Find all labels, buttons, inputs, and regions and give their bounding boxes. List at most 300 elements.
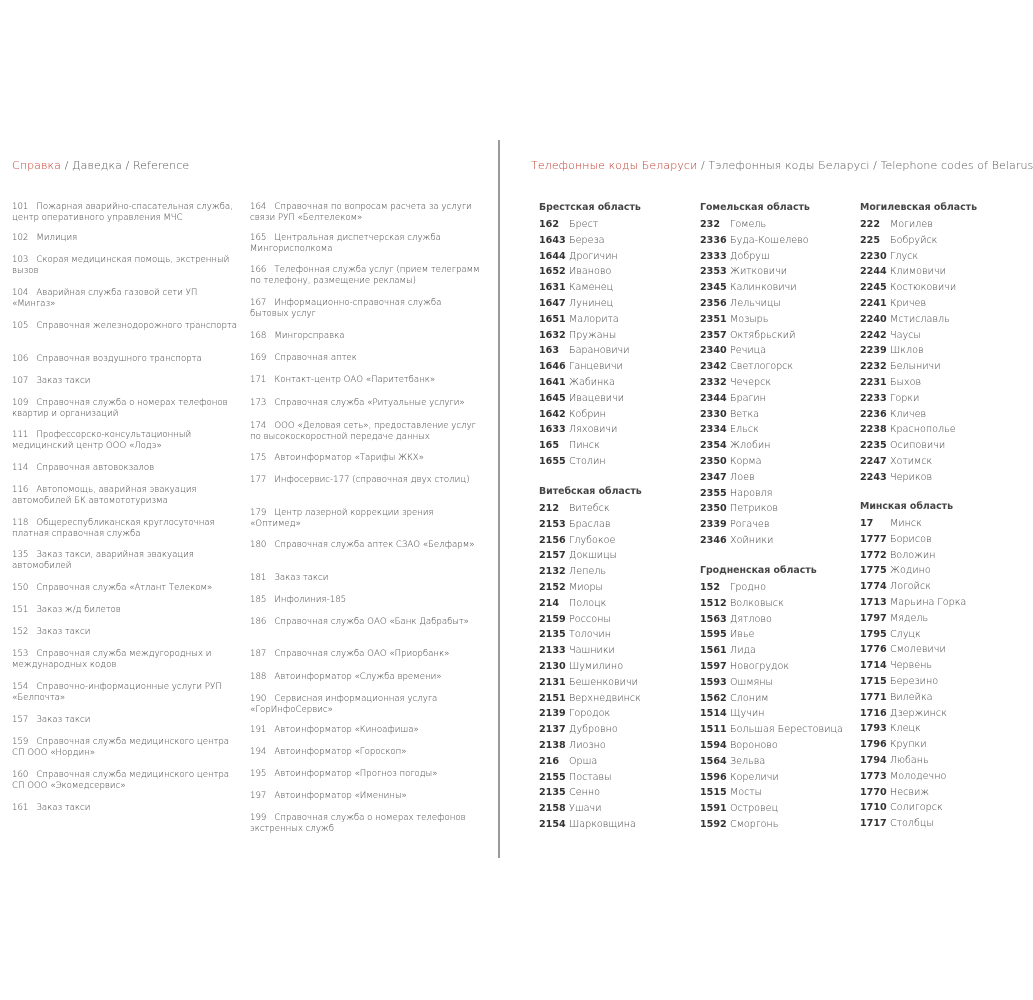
city-name: Глубокое — [569, 534, 616, 546]
dial-code: 1563 — [700, 613, 727, 625]
header-title-en: Telephone codes of Belarus — [880, 159, 1033, 172]
dial-code: 2334 — [700, 424, 727, 436]
reference-entry — [250, 694, 480, 716]
reference-description: Заказ ж/д билетов — [36, 605, 121, 615]
city-name: Большая Берестовица — [730, 724, 843, 736]
dial-code: 1561 — [700, 645, 727, 657]
reference-description: Телефонная служба услуг (прием телеграмм по телефону, размещение рекламы) — [250, 265, 480, 286]
reference-entry — [250, 540, 480, 551]
city-name: Мстиславль — [890, 313, 950, 325]
dial-code: 1655 — [539, 455, 566, 467]
phone-codes-header — [531, 159, 1033, 172]
reference-number: 153 — [12, 649, 29, 659]
dial-code: 2345 — [700, 282, 727, 294]
dial-code: 2232 — [860, 361, 887, 373]
city-name: Быхов — [890, 376, 922, 388]
code-row — [860, 328, 977, 344]
reference-entry — [250, 202, 480, 224]
city-name: Молодечно — [890, 770, 947, 782]
reference-description: Инфолиния-185 — [274, 595, 347, 605]
dial-code: 1651 — [539, 313, 566, 325]
dial-code: 1716 — [860, 707, 887, 719]
city-name: Любань — [890, 754, 929, 766]
dial-code: 2159 — [539, 613, 566, 625]
reference-entry — [12, 321, 242, 332]
reference-description: Скорая медицинская помощь, экстренный вызов — [12, 255, 230, 276]
dial-code: 2239 — [860, 345, 887, 357]
reference-entry — [12, 715, 242, 726]
region-title: Витебская область — [539, 486, 642, 497]
city-name: Борисов — [890, 533, 932, 545]
reference-number: 167 — [250, 298, 267, 308]
city-name: Брест — [569, 219, 599, 230]
dial-code: 2135 — [539, 787, 566, 799]
dial-code: 2344 — [700, 392, 727, 404]
code-row — [860, 690, 966, 706]
reference-number: 135 — [12, 550, 29, 560]
reference-description: Аварийная служба газовой сети УП «Мингаз» — [12, 288, 198, 309]
code-row — [700, 343, 810, 359]
page-divider — [498, 140, 500, 858]
reference-entry — [250, 298, 480, 320]
code-row — [860, 658, 966, 674]
dial-code: 2355 — [700, 487, 727, 499]
dial-code: 232 — [700, 219, 721, 230]
code-row — [539, 659, 642, 675]
dial-code: 1710 — [860, 802, 887, 814]
code-row — [700, 407, 810, 423]
reference-description: Справочная воздушного транспорта — [36, 354, 202, 364]
city-name: Петриков — [730, 503, 778, 515]
code-row — [860, 343, 977, 359]
code-row — [539, 612, 642, 628]
code-row — [539, 533, 642, 549]
reference-number: 111 — [12, 430, 29, 440]
city-name: Калинковичи — [730, 282, 797, 294]
code-row — [700, 675, 843, 691]
reference-description: Центр лазерной коррекции зрения «Оптимед» — [250, 508, 434, 529]
city-name: Иваново — [569, 266, 612, 278]
region-block — [539, 485, 642, 833]
dial-code: 1595 — [700, 629, 727, 641]
reference-number: 159 — [12, 737, 29, 747]
reference-entry — [250, 265, 480, 287]
reference-description: Заказ такси — [274, 573, 329, 583]
dial-code: 1631 — [539, 282, 566, 294]
code-row — [539, 738, 642, 754]
dial-code: 165 — [539, 440, 560, 452]
city-name: Ганцевичи — [569, 361, 623, 373]
header-title-by: Тэлефонныя коды Беларусі — [708, 159, 870, 172]
dial-code: 2336 — [700, 234, 727, 246]
code-row — [539, 438, 641, 454]
dial-code: 2241 — [860, 297, 887, 309]
city-name: Слуцк — [890, 628, 921, 640]
reference-description: Справочная служба аптек СЗАО «Белфарм» — [274, 540, 475, 550]
code-row — [860, 264, 977, 280]
header-separator: / — [697, 159, 709, 172]
header-separator: / — [61, 159, 73, 172]
code-row — [539, 801, 642, 817]
reference-number: 102 — [12, 233, 29, 243]
reference-number: 118 — [12, 518, 29, 528]
reference-entry — [250, 747, 480, 758]
reference-number: 103 — [12, 255, 29, 265]
region-block — [700, 564, 843, 833]
city-name: Березино — [890, 675, 939, 687]
code-row — [700, 817, 843, 833]
reference-description: Пожарная аварийно-спасательная служба, центр оперативного управления МЧС — [12, 202, 233, 223]
city-name: Белыничи — [890, 361, 941, 373]
reference-number: 185 — [250, 595, 267, 605]
reference-description: Справочная служба «Атлант Телеком» — [36, 583, 213, 593]
reference-entry — [250, 453, 480, 464]
code-row — [700, 328, 810, 344]
dial-code: 2151 — [539, 692, 566, 704]
reference-entry — [12, 233, 242, 244]
reference-number: 104 — [12, 288, 29, 298]
code-row — [700, 422, 810, 438]
city-name: Кличев — [890, 408, 927, 420]
code-row — [539, 359, 641, 375]
reference-number: 199 — [250, 813, 267, 823]
header-title-ru: Телефонные коды Беларуси — [531, 159, 698, 172]
dial-code: 2154 — [539, 818, 566, 830]
city-name: Вороново — [730, 739, 778, 751]
city-name: Наровля — [730, 487, 773, 499]
code-row — [539, 770, 642, 786]
city-name: Полоцк — [569, 597, 607, 609]
code-row — [700, 470, 810, 486]
reference-number: 168 — [250, 331, 267, 341]
dial-code: 2339 — [700, 519, 727, 531]
dial-code: 2133 — [539, 645, 566, 657]
code-row — [539, 233, 641, 249]
dial-code: 1652 — [539, 266, 566, 278]
dial-code: 1596 — [700, 771, 727, 783]
code-row — [700, 738, 843, 754]
reference-number: 197 — [250, 791, 267, 801]
reference-number: 181 — [250, 573, 267, 583]
code-row — [539, 375, 641, 391]
dial-code: 2244 — [860, 266, 887, 278]
reference-entry — [250, 769, 480, 780]
reference-description: Справочная железнодорожного транспорта — [36, 321, 237, 331]
code-row — [700, 517, 810, 533]
reference-number: 152 — [12, 627, 29, 637]
dial-code: 212 — [539, 503, 560, 514]
code-row — [700, 659, 843, 675]
city-name: Кричев — [890, 297, 927, 309]
code-row — [860, 422, 977, 438]
code-row — [539, 407, 641, 423]
reference-entry — [12, 649, 242, 671]
reference-entry — [12, 255, 242, 277]
reference-entry — [12, 398, 242, 420]
city-name: Осиповичи — [890, 440, 946, 452]
reference-entry — [12, 737, 242, 759]
reference-entry — [250, 791, 480, 802]
reference-number: 179 — [250, 508, 267, 518]
city-name: Лоев — [730, 471, 755, 483]
dial-code: 2353 — [700, 266, 727, 278]
reference-entry — [12, 288, 242, 310]
city-name: Брагин — [730, 392, 766, 404]
dial-code: 2132 — [539, 566, 566, 578]
reference-entry — [12, 463, 242, 474]
reference-entry — [12, 518, 242, 540]
code-row — [539, 249, 641, 265]
dial-code: 2238 — [860, 424, 887, 436]
dial-code: 1714 — [860, 660, 887, 672]
city-name: Хойники — [730, 534, 774, 546]
code-row — [539, 817, 642, 833]
reference-entry — [250, 813, 480, 835]
city-name: Бобруйск — [890, 234, 938, 246]
reference-description: Справочная служба о номерах телефонов экстренных служб — [250, 813, 466, 834]
code-row — [860, 532, 966, 548]
code-row — [700, 596, 843, 612]
code-row — [860, 438, 977, 454]
city-name: Зельва — [730, 755, 766, 767]
city-name: Каменец — [569, 282, 614, 294]
code-row — [860, 563, 966, 579]
code-row — [700, 643, 843, 659]
reference-entry — [12, 682, 242, 704]
city-name: Воложин — [890, 549, 936, 561]
dial-code: 2340 — [700, 345, 727, 357]
code-row — [539, 280, 641, 296]
reference-entry — [250, 672, 480, 683]
dial-code: 2155 — [539, 771, 566, 783]
dial-code: 2332 — [700, 376, 727, 388]
city-name: Жлобин — [730, 440, 771, 452]
reference-number: 106 — [12, 354, 29, 364]
reference-description: Заказ такси — [36, 715, 91, 725]
city-name: Могилев — [890, 219, 933, 230]
city-name: Новогрудок — [730, 660, 790, 672]
code-row — [700, 501, 810, 517]
region-title: Брестская область — [539, 202, 641, 213]
code-row — [860, 816, 966, 832]
city-name: Клецк — [890, 723, 921, 735]
code-row — [539, 675, 642, 691]
dial-code: 2245 — [860, 282, 887, 294]
city-name: Добруш — [730, 250, 770, 262]
reference-description: Мингорсправка — [274, 331, 345, 341]
code-row — [539, 296, 641, 312]
code-row — [860, 785, 966, 801]
reference-description: Справочная служба медицинского центра СП ООО «Экомедсервис» — [12, 770, 230, 791]
header-title-en: Reference — [132, 159, 190, 172]
reference-entry — [12, 485, 242, 507]
code-row — [539, 706, 642, 722]
code-row — [860, 391, 977, 407]
city-name: Чаусы — [890, 329, 921, 341]
reference-number: 105 — [12, 321, 29, 331]
dial-code: 1642 — [539, 408, 566, 420]
dial-code: 1793 — [860, 723, 887, 735]
code-row — [700, 391, 810, 407]
city-name: Верхнедвинск — [569, 692, 641, 704]
region-title: Гомельская область — [700, 202, 810, 213]
dial-code: 1564 — [700, 755, 727, 767]
code-row — [700, 691, 843, 707]
city-name: Ушачи — [569, 803, 602, 815]
reference-description: Справочно-информационные услуги РУП «Белпочта» — [12, 682, 222, 703]
reference-entry — [12, 803, 242, 814]
reference-entry — [250, 595, 480, 606]
reference-header — [12, 159, 189, 172]
code-row — [539, 580, 642, 596]
reference-entry — [12, 605, 242, 616]
reference-entry — [250, 421, 480, 443]
code-row — [860, 611, 966, 627]
dial-code: 1713 — [860, 596, 887, 608]
dial-code: 2342 — [700, 361, 727, 373]
reference-description: Справочная по вопросам расчета за услуги связи РУП «Белтелеком» — [250, 202, 472, 223]
reference-number: 187 — [250, 649, 267, 659]
dial-code: 1562 — [700, 692, 727, 704]
code-row — [700, 375, 810, 391]
dial-code: 2137 — [539, 724, 566, 736]
reference-number: 114 — [12, 463, 29, 473]
reference-number: 150 — [12, 583, 29, 593]
reference-number: 191 — [250, 725, 267, 735]
reference-description: Справочная служба медицинского центра СП ООО «Нордин» — [12, 737, 230, 758]
dial-code: 1593 — [700, 676, 727, 688]
code-row — [539, 517, 642, 533]
code-row — [860, 627, 966, 643]
code-row — [539, 564, 642, 580]
reference-entry — [250, 508, 480, 530]
reference-description: Автоинформатор «Гороскоп» — [274, 747, 407, 757]
code-row — [860, 706, 966, 722]
city-name: Горки — [890, 392, 920, 404]
reference-number: 186 — [250, 617, 267, 627]
code-row — [860, 674, 966, 690]
reference-number: 116 — [12, 485, 29, 495]
code-row — [539, 548, 642, 564]
code-row — [860, 721, 966, 737]
city-name: Хотимск — [890, 455, 933, 467]
code-row — [700, 612, 843, 628]
reference-description: Справочная служба междугородных и международных кодов — [12, 649, 212, 670]
code-row — [700, 533, 810, 549]
code-row — [860, 516, 966, 532]
dial-code: 2152 — [539, 581, 566, 593]
reference-number: 175 — [250, 453, 267, 463]
dial-code: 1632 — [539, 329, 566, 341]
city-name: Октябрьский — [730, 329, 796, 341]
city-name: Барановичи — [569, 345, 630, 357]
code-row — [860, 800, 966, 816]
dial-code: 1512 — [700, 597, 727, 609]
reference-number: 173 — [250, 398, 267, 408]
city-name: Буда-Кошелево — [730, 234, 809, 246]
city-name: Крупки — [890, 739, 927, 751]
dial-code: 1795 — [860, 628, 887, 640]
dial-code: 2350 — [700, 503, 727, 515]
city-name: Россоны — [569, 613, 611, 625]
code-row — [700, 486, 810, 502]
dial-code: 214 — [539, 597, 560, 609]
dial-code: 2138 — [539, 739, 566, 751]
code-row — [700, 438, 810, 454]
reference-entry — [250, 573, 480, 584]
code-row — [860, 454, 977, 470]
city-name: Дубровно — [569, 724, 618, 736]
city-name: Светлогорск — [730, 361, 794, 373]
code-row — [860, 579, 966, 595]
reference-description: ООО «Деловая сеть», предоставление услуг по высокоскоростной передаче данных — [250, 421, 476, 442]
code-row — [860, 249, 977, 265]
city-name: Житковичи — [730, 266, 788, 278]
region-title: Минская область — [860, 501, 954, 512]
reference-entry — [12, 354, 242, 365]
city-name: Шарковщина — [569, 818, 636, 830]
dial-code: 225 — [860, 234, 881, 246]
reference-entry — [250, 617, 480, 628]
header-separator: / — [121, 159, 133, 172]
reference-description: Автоинформатор «Прогноз погоды» — [274, 769, 438, 779]
city-name: Сморгонь — [730, 818, 779, 830]
dial-code: 2130 — [539, 660, 566, 672]
reference-description: Сервисная информационная услуга «ГорИнфоСервис» — [250, 694, 438, 715]
reference-description: Справочная служба ОАО «Приорбанк» — [274, 649, 450, 659]
dial-code: 1591 — [700, 803, 727, 815]
code-row — [700, 312, 810, 328]
reference-number: 177 — [250, 475, 267, 485]
reference-entry — [12, 583, 242, 594]
code-row — [700, 454, 810, 470]
dial-code: 1515 — [700, 787, 727, 799]
code-row — [860, 359, 977, 375]
code-row — [700, 706, 843, 722]
city-name: Ошмяны — [730, 676, 773, 688]
reference-entry — [12, 202, 242, 224]
reference-description: Профессорско-консультационный медицинский центр ООО «Лодэ» — [12, 430, 192, 451]
reference-number: 109 — [12, 398, 29, 408]
code-row — [539, 454, 641, 470]
code-row — [539, 691, 642, 707]
dial-code: 2139 — [539, 708, 566, 720]
city-name: Бешенковичи — [569, 676, 638, 688]
dial-code: 2157 — [539, 550, 566, 562]
reference-description: Заказ такси, аварийная эвакуация автомобилей — [12, 550, 194, 571]
reference-number: 180 — [250, 540, 267, 550]
city-name: Докшицы — [569, 550, 617, 562]
code-row — [700, 801, 843, 817]
reference-description: Заказ такси — [36, 803, 91, 813]
dial-code: 1770 — [860, 786, 887, 798]
reference-description: Инфосервис-177 (справочная двух столиц) — [274, 475, 470, 485]
code-row — [700, 217, 810, 233]
city-name: Толочин — [569, 629, 611, 641]
dial-code: 1646 — [539, 361, 566, 373]
reference-entry — [250, 375, 480, 386]
city-name: Чечерск — [730, 376, 772, 388]
code-row — [860, 407, 977, 423]
header-separator: / — [869, 159, 881, 172]
dial-code: 1775 — [860, 565, 887, 577]
city-name: Лида — [730, 645, 756, 657]
reference-description: Информационно-справочная служба бытовых услуг — [250, 298, 442, 319]
reference-number: 161 — [12, 803, 29, 813]
city-name: Пружаны — [569, 329, 617, 341]
reference-entry — [12, 376, 242, 387]
city-name: Лельчицы — [730, 297, 781, 309]
